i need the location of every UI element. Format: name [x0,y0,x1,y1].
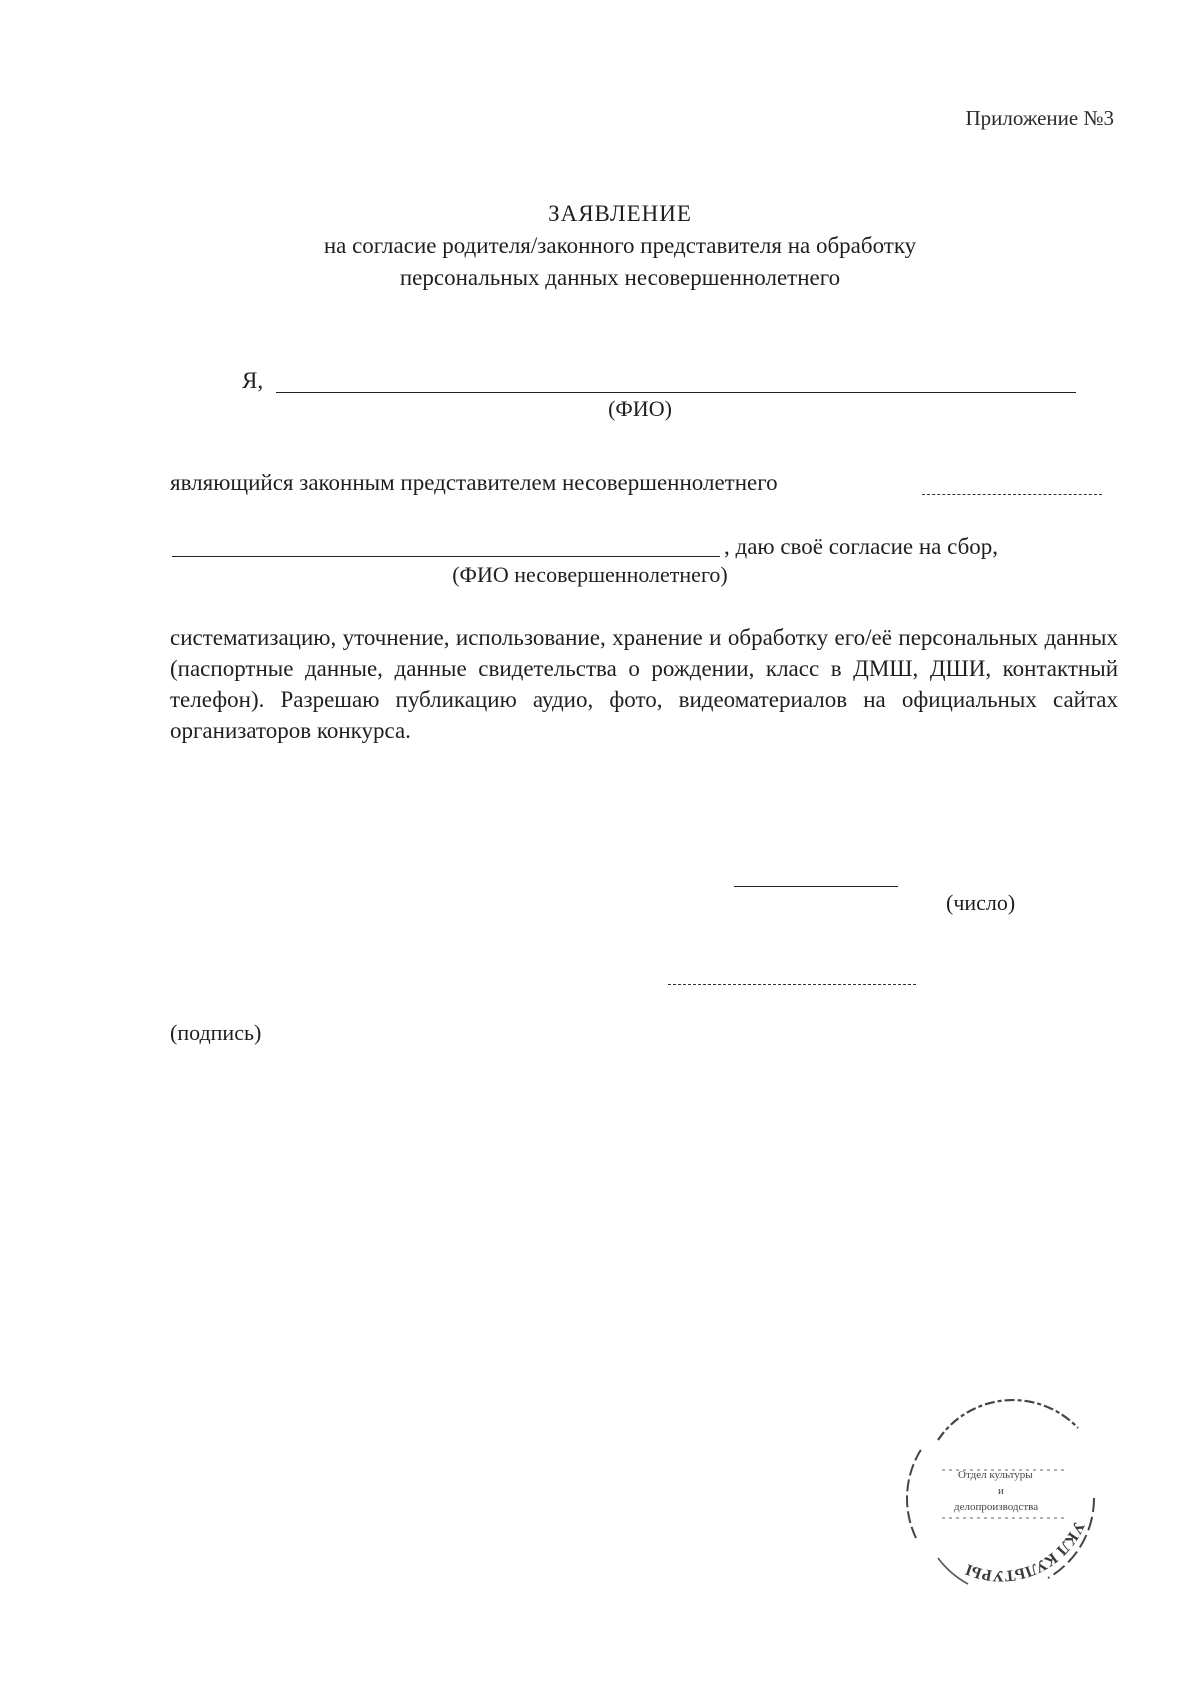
fio-field-line[interactable] [276,392,1076,393]
title-block [20,198,1200,294]
document-subtitle-line1: на согласие родителя/законного представителя на обработку [323,233,917,258]
fio-caption: (ФИО) [608,396,672,421]
signature-caption: (подпись) [170,1020,262,1045]
consent-body-text: систематизацию, уточнение, использование, хранение и обработку его/её персональных данных (паспортные данные, данные свидетельства о рождении, класс в ДМШ, ДШИ, контактный телефон). Разрешаю публикацию аудио, фото, видеоматериалов на официальных сайтах организаторов конкурса. [170,625,1118,743]
minor-caption: (ФИО несовершеннолетнего) [452,562,728,587]
document-title: ЗАЯВЛЕНИЕ [548,201,692,226]
document-subtitle-line2: персональных данных несовершеннолетнего [399,265,841,290]
date-field-line[interactable] [734,886,898,887]
minor-field-line-1[interactable] [922,494,1102,495]
stamp-center-line3: делопроизводства [954,1501,1039,1513]
official-stamp [898,1388,1104,1594]
minor-field-line-2[interactable] [172,556,720,557]
representative-text: являющийся законным представителем несовершеннолетнего [170,470,778,495]
stamp-center-line2: и [998,1485,1004,1497]
stamp-ring-text: УКЛ КУЛЬТУРЫ [963,1518,1088,1585]
signature-field-line[interactable] [668,984,916,985]
i-label: Я, [242,368,264,393]
appendix-label: Приложение №3 [965,106,1114,130]
consent-text: , даю своё согласие на сбор, [724,534,999,559]
date-caption: (число) [946,890,1016,915]
stamp-center-line1: Отдел культуры [958,1469,1033,1481]
